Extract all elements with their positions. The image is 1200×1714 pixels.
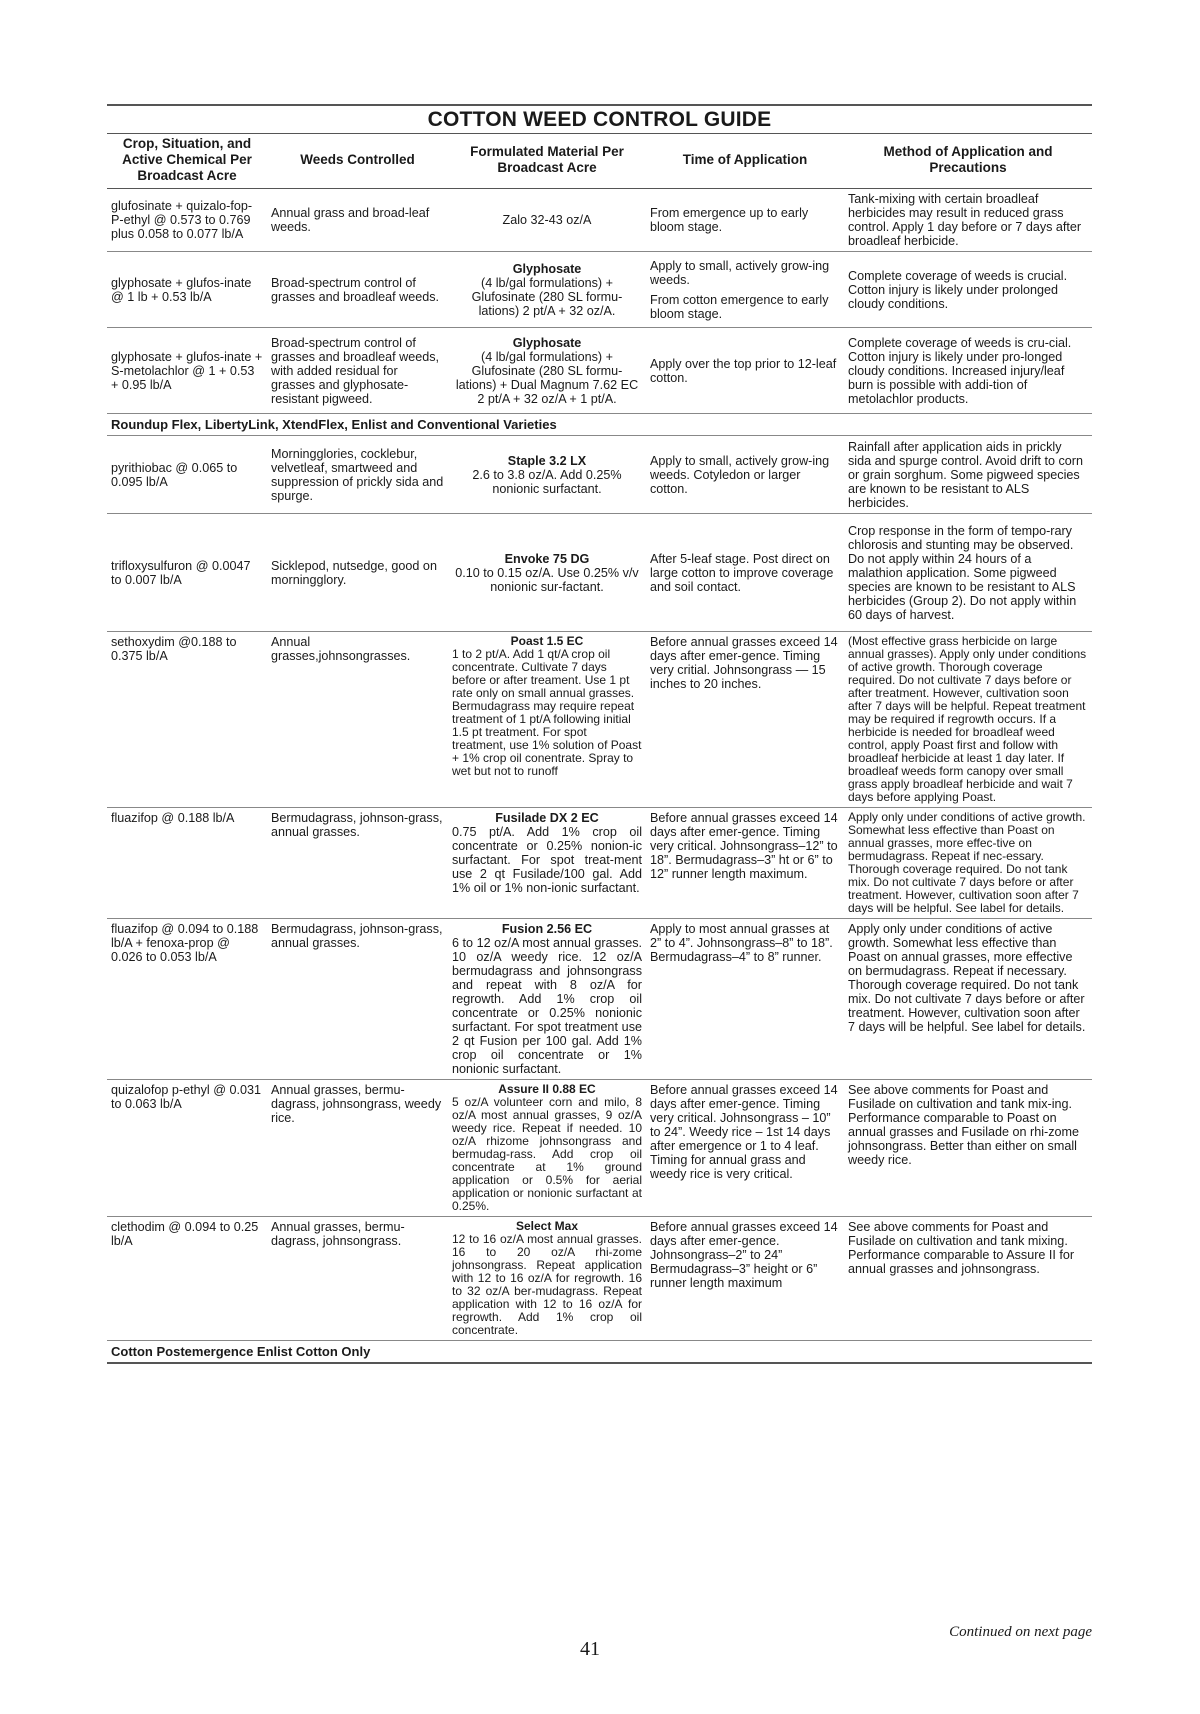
header-method: Method of Application and Precautions [844, 134, 1092, 189]
weeds-cell: Annual grass and broad-leaf weeds. [267, 189, 448, 252]
table-row [107, 1217, 1092, 1341]
section-row [107, 414, 1092, 436]
weeds-cell: Sicklepod, nutsedge, good on morningglory. [267, 514, 448, 632]
product-name: Glyphosate [512, 335, 582, 350]
table-row [107, 514, 1092, 632]
time-cell: From emergence up to early bloom stage. [646, 189, 844, 252]
continued-note: Continued on next page [949, 1624, 1092, 1640]
material-text: 0.75 pt/A. Add 1% crop oil concentrate or 0.25% nonion-ic surfactant. For spot treat-ment use 2 qt Fusilade/100 gal. Add 1% oil or 1% non-ionic surfactant. [452, 825, 642, 895]
method-cell: Apply only under conditions of active growth. Somewhat less effective than Poast on annual grasses, more effec-tive on bermudagrass. Repeat if nec-essary. Thorough coverage required. Do not tank mix. Do not cultivate 7 days before or after treatment. However, cultivation soon after 7 days will be helpful. See label for details. [844, 808, 1092, 919]
weeds-cell: Morningglories, cocklebur, velvetleaf, smartweed and suppression of prickly sida and spurge. [267, 436, 448, 514]
method-cell: See above comments for Poast and Fusilade on cultivation and tank mixing. Performance comparable to Assure II for annual grasses and johnsongrass. [844, 1217, 1092, 1341]
section-heading: Cotton Postemergence Enlist Cotton Only [107, 1341, 1092, 1364]
table-row [107, 252, 1092, 328]
method-cell: Complete coverage of weeds is crucial. Cotton injury is likely under prolonged cloudy conditions. [844, 252, 1092, 328]
weeds-cell: Broad-spectrum control of grasses and broadleaf weeds, with added residual for grasses and glyphosate-resistant pigweed. [267, 328, 448, 414]
table-row [107, 328, 1092, 414]
time-cell: Before annual grasses exceed 14 days after emer-gence. Timing very critial. Johnsongrass — 15 inches to 20 inches. [646, 632, 844, 808]
weeds-cell: Annual grasses, bermu-dagrass, johnsongrass, weedy rice. [267, 1080, 448, 1217]
weeds-cell: Annual grasses,johnsongrasses. [267, 632, 448, 808]
product-name: Envoke 75 DG [504, 551, 590, 566]
product-name: Fusion 2.56 EC [501, 922, 593, 936]
crop-cell: trifloxysulfuron @ 0.0047 to 0.007 lb/A [107, 514, 267, 632]
time-text-2: From cotton emergence to early bloom stage. [650, 292, 829, 321]
crop-cell: clethodim @ 0.094 to 0.25 lb/A [107, 1217, 267, 1341]
crop-cell: glyphosate + glufos-inate + S-metolachlor @ 1 + 0.53 + 0.95 lb/A [107, 328, 267, 414]
material-text: 6 to 12 oz/A most annual grasses. 10 oz/A weedy rice. 12 oz/A bermudagrass and johnsongrass and repeat with 8 oz/A for regrowth. Add 1% crop oil concentrate or 0.25% nonionic surfactant. For spot treatment use 2 qt Fusion per 100 gal. Add 1% crop oil concentrate or 1% nonionic surfactant. [452, 936, 642, 1076]
material-cell [448, 1080, 646, 1217]
time-cell: Apply to small, actively grow-ing weeds. Cotyledon or larger cotton. [646, 436, 844, 514]
weeds-cell: Bermudagrass, johnson-grass, annual grasses. [267, 808, 448, 919]
material-cell [448, 632, 646, 808]
header-material: Formulated Material Per Broadcast Acre [448, 134, 646, 189]
table-row [107, 808, 1092, 919]
material-cell [448, 252, 646, 328]
time-text: Apply to small, actively grow-ing weeds. [650, 258, 830, 287]
method-cell: Crop response in the form of tempo-rary chlorosis and stunting may be observed. Do not apply within 24 hours of a malathion application. Some pigweed species are known to be resistant to ALS herbicides (Group 2). Do not apply within 60 days of harvest. [844, 514, 1092, 632]
method-cell: Apply only under conditions of active growth. Somewhat less effective than Poast on annual grasses, more effective on bermudagrass. Repeat if necessary. Thorough coverage required. Do not tank mix. Do not cultivate 7 days before or after treatment. However, cultivation soon after 7 days will be helpful. See label for details. [844, 919, 1092, 1080]
page-number: 41 [580, 1638, 600, 1660]
method-cell: Tank-mixing with certain broadleaf herbicides may result in reduced grass control. Apply 1 day before or 7 days after broadleaf herbicide. [844, 189, 1092, 252]
table-row [107, 632, 1092, 808]
material-text: (4 lb/gal formulations) + Glufosinate (280 SL formu-lations) 2 pt/A + 32 oz/A. [471, 275, 623, 318]
weeds-cell: Annual grasses, bermu-dagrass, johnsongrass. [267, 1217, 448, 1341]
table-row [107, 189, 1092, 252]
header-weeds: Weeds Controlled [267, 134, 448, 189]
section-row [107, 1341, 1092, 1364]
header-row [107, 134, 1092, 189]
method-cell: (Most effective grass herbicide on large annual grasses). Apply only under conditions of active growth. Thorough coverage required. Do not cultivate 7 days before or after treatment. However, cultivation soon after 7 days will be helpful. Repeat treatment may be required if regrowth occurs. If a herbicide is needed for broadleaf weed control, apply Poast first and follow with broadleaf herbicide at least 1 day later. If broadleaf weeds form canopy over small grass apply broadleaf herbicide and wait 7 days before applying Poast. [844, 632, 1092, 808]
material-text: 0.10 to 0.15 oz/A. Use 0.25% v/v nonionic sur-factant. [455, 565, 639, 594]
method-cell: Complete coverage of weeds is cru-cial. Cotton injury is likely under pro-longed cloudy conditions. Increased injury/leaf burn is possible with addi-tion of metolachlor products. [844, 328, 1092, 414]
table-row [107, 436, 1092, 514]
crop-cell: pyrithiobac @ 0.065 to 0.095 lb/A [107, 436, 267, 514]
crop-cell: quizalofop p-ethyl @ 0.031 to 0.063 lb/A [107, 1080, 267, 1217]
material-text: 1 to 2 pt/A. Add 1 qt/A crop oil concentrate. Cultivate 7 days before or after treament. Use 1 pt rate only on small annual grasses. Bermudagrass may require repeat treatment of 1 pt/A following initial 1.5 pt treatment. For spot treatment, use 1% solution of Poast + 1% crop oil conentrate. Spray to wet but not to runoff [452, 647, 642, 778]
crop-cell: glufosinate + quizalo-fop-P-ethyl @ 0.573 to 0.769 plus 0.058 to 0.077 lb/A [107, 189, 267, 252]
product-name: Glyphosate [512, 261, 582, 276]
method-cell: See above comments for Poast and Fusilade on cultivation and tank mix-ing. Performance comparable to Poast on annual grasses and Fusilade on rhi-zome johnsongrass. Better than either on small weedy rice. [844, 1080, 1092, 1217]
product-name: Fusilade DX 2 EC [495, 811, 599, 825]
header-crop: Crop, Situation, and Active Chemical Per Broadcast Acre [107, 134, 267, 189]
method-cell: Rainfall after application aids in prickly sida and spurge control. Avoid drift to corn or grain sorghum. Some pigweed species are known to be resistant to ALS herbicides. [844, 436, 1092, 514]
section-heading: Roundup Flex, LibertyLink, XtendFlex, Enlist and Conventional Varieties [107, 414, 1092, 436]
material-cell [448, 1217, 646, 1341]
weeds-cell: Bermudagrass, johnson-grass, annual grasses. [267, 919, 448, 1080]
material-cell [448, 436, 646, 514]
table-row [107, 919, 1092, 1080]
product-name: Assure II 0.88 EC [498, 1082, 596, 1096]
time-cell: After 5-leaf stage. Post direct on large cotton to improve coverage and soil contact. [646, 514, 844, 632]
header-time: Time of Application [646, 134, 844, 189]
material-cell: Zalo 32-43 oz/A [448, 189, 646, 252]
time-cell: Apply to most annual grasses at 2” to 4”. Johnsongrass–8” to 18”. Bermudagrass–4” to 8” runner. [646, 919, 844, 1080]
weeds-cell: Broad-spectrum control of grasses and broadleaf weeds. [267, 252, 448, 328]
time-cell: Apply over the top prior to 12-leaf cotton. [646, 328, 844, 414]
material-text: 5 oz/A volunteer corn and milo, 8 oz/A most annual grasses, 9 oz/A weedy rice. Repeat if needed. 10 oz/A rhizome johnsongrass and bermudag-rass. Add crop oil concentrate at 1% ground application or 0.5% for aerial application or nonionic surfactant at 0.25%. [452, 1095, 642, 1213]
crop-cell: glyphosate + glufos-inate @ 1 lb + 0.53 lb/A [107, 252, 267, 328]
material-text: 2.6 to 3.8 oz/A. Add 0.25% nonionic surfactant. [472, 467, 622, 496]
crop-cell: fluazifop @ 0.094 to 0.188 lb/A + fenoxa-prop @ 0.026 to 0.053 lb/A [107, 919, 267, 1080]
material-text: (4 lb/gal formulations) + Glufosinate (280 SL formu-lations) + Dual Magnum 7.62 EC 2 pt/A + 32 oz/A + 1 pt/A. [455, 349, 639, 406]
crop-cell: sethoxydim @0.188 to 0.375 lb/A [107, 632, 267, 808]
product-name: Staple 3.2 LX [507, 453, 587, 468]
material-cell [448, 919, 646, 1080]
weed-control-table [107, 134, 1092, 1364]
page-title: COTTON WEED CONTROL GUIDE [107, 104, 1092, 134]
material-cell [448, 328, 646, 414]
crop-cell: fluazifop @ 0.188 lb/A [107, 808, 267, 919]
time-cell: Before annual grasses exceed 14 days after emer-gence. Timing very critical. Johnsongrass–12” to 18”. Bermudagrass–3” ht or 6” to 12” runner length maximum. [646, 808, 844, 919]
table-row [107, 1080, 1092, 1217]
material-cell [448, 808, 646, 919]
material-cell [448, 514, 646, 632]
guide-page [107, 104, 1092, 1364]
time-cell: Before annual grasses exceed 14 days after emer-gence. Timing very critical. Johnsongrass – 10” to 24”. Weedy rice – 1st 14 days after emergence or 1 to 4 leaf. Timing for annual grass and weedy rice is very critical. [646, 1080, 844, 1217]
product-name: Select Max [515, 1219, 579, 1233]
time-cell: Before annual grasses exceed 14 days after emer-gence. Johnsongrass–2” to 24” Bermudagrass–3” height or 6” runner length maximum [646, 1217, 844, 1341]
time-cell [646, 252, 844, 328]
material-text: 12 to 16 oz/A most annual grasses. 16 to 20 oz/A rhi-zome johnsongrass. Repeat application with 12 to 16 oz/A for regrowth. 16 to 32 oz/A ber-mudagrass. Repeat application with 12 to 16 oz/A for regrowth. Add 1% crop oil concentrate. [452, 1232, 642, 1337]
product-name: Poast 1.5 EC [510, 634, 584, 648]
